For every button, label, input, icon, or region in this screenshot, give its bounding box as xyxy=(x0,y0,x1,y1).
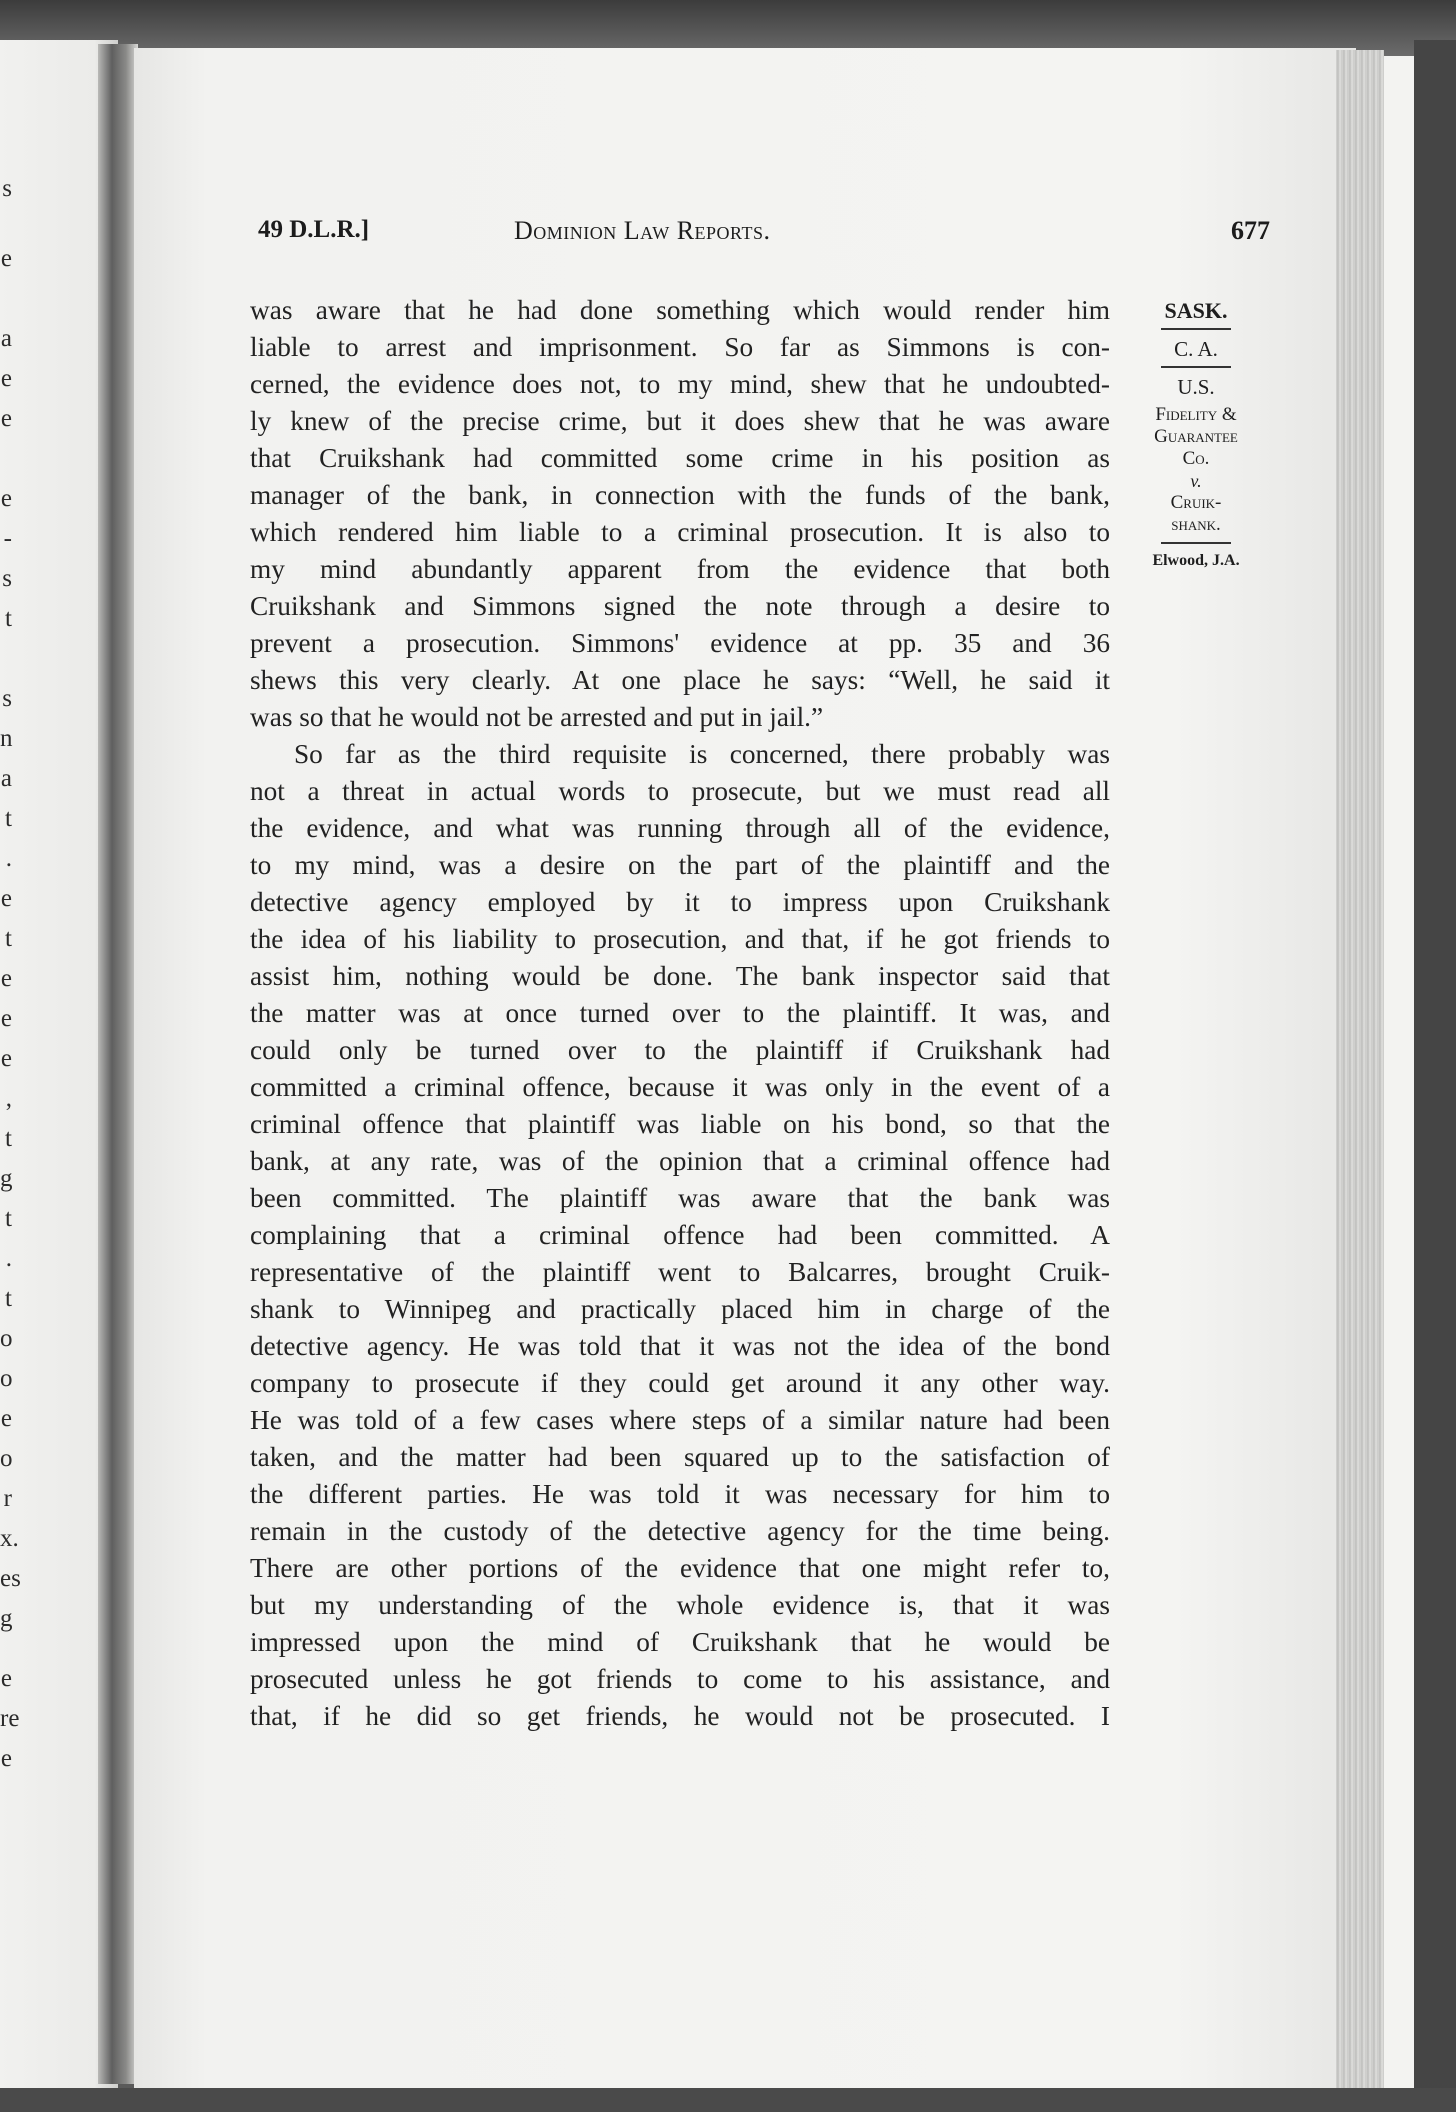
text-line: bank, at any rate, was of the opinion that a criminal offence had xyxy=(250,1146,1110,1176)
text-line: ly knew of the precise crime, but it does shew that he was aware xyxy=(250,406,1110,436)
left-page-letter: e xyxy=(0,245,12,272)
text-line: shank to Winnipeg and practically placed him in charge of the xyxy=(250,1294,1110,1324)
margin-note xyxy=(1128,298,1264,572)
text-line: taken, and the matter had been squared up to the satisfaction of xyxy=(250,1442,1110,1472)
text-line: liable to arrest and imprisonment. So far as Simmons is con- xyxy=(250,332,1110,362)
left-page-letter: e xyxy=(0,965,12,992)
versus-label: v. xyxy=(1190,471,1202,491)
left-page-letter: e xyxy=(0,1405,12,1432)
text-line: the evidence, and what was running through all of the evidence, xyxy=(250,813,1110,843)
text-line: was so that he would not be arrested and put in jail.” xyxy=(250,702,824,732)
left-page-letter: e xyxy=(0,365,12,392)
left-page-letter: a xyxy=(0,325,12,352)
left-page-letter: o xyxy=(0,1325,13,1352)
judge-name: Elwood, J.A. xyxy=(1152,552,1240,569)
scanner-bottom-border xyxy=(0,2088,1456,2112)
left-page-letter: t xyxy=(5,1125,12,1152)
divider xyxy=(1161,328,1231,330)
case-party: Cruik- xyxy=(1170,492,1222,513)
text-line: that, if he did so get friends, he would not be prosecuted. I xyxy=(250,1701,1110,1731)
journal-title: Dominion Law Reports. xyxy=(514,216,771,245)
left-page-letter: e xyxy=(0,1665,12,1692)
text-line: not a threat in actual words to prosecute, but we must read all xyxy=(250,776,1110,806)
left-page-letter: e xyxy=(0,1745,12,1772)
case-party: Guarantee xyxy=(1154,426,1238,447)
left-page-letter: e xyxy=(0,1045,12,1072)
left-page-letter: s xyxy=(2,175,12,202)
text-line: cerned, the evidence does not, to my mind, shew that he undoubted- xyxy=(250,369,1110,399)
left-page-letter: a xyxy=(0,765,12,792)
right-page-strip xyxy=(1384,56,1414,2088)
paragraph-start-line: So far as the third requisite is concerned, there probably was xyxy=(294,739,1110,769)
left-page-letter: es xyxy=(0,1565,21,1592)
left-page-letter: e xyxy=(0,405,12,432)
text-line: Cruikshank and Simmons signed the note through a desire to xyxy=(250,591,1110,621)
text-line: committed a criminal offence, because it was only in the event of a xyxy=(250,1072,1110,1102)
court-label: C. A. xyxy=(1174,337,1218,361)
left-page-letter: g xyxy=(0,1165,13,1192)
left-page-letter: s xyxy=(2,565,12,592)
text-line: remain in the custody of the detective agency for the time being. xyxy=(250,1516,1110,1546)
left-page-letter: o xyxy=(0,1445,13,1472)
text-line: the matter was at once turned over to the plaintiff. It was, and xyxy=(250,998,1110,1028)
text-line: complaining that a criminal offence had been committed. A xyxy=(250,1220,1110,1250)
left-page-letter: t xyxy=(5,805,12,832)
divider xyxy=(1161,366,1231,368)
case-party: Fidelity & xyxy=(1155,404,1237,425)
left-page-letter: . xyxy=(5,845,12,872)
text-line: representative of the plaintiff went to Balcarres, brought Cruik- xyxy=(250,1257,1110,1287)
text-line: prosecuted unless he got friends to come to his assistance, and xyxy=(250,1664,1110,1694)
volume-reference: 49 D.L.R.] xyxy=(258,216,370,243)
left-page-letter: r xyxy=(3,1485,12,1512)
left-page-letter: e xyxy=(0,1005,12,1032)
left-page-letter: o xyxy=(0,1365,13,1392)
left-page-letter: . xyxy=(5,1245,12,1272)
text-line: manager of the bank, in connection with the funds of the bank, xyxy=(250,480,1110,510)
body-text xyxy=(250,292,1110,1735)
case-party: U.S. xyxy=(1177,375,1215,399)
left-page-letter: t xyxy=(5,605,12,632)
text-line: company to prosecute if they could get around it any other way. xyxy=(250,1368,1110,1398)
case-party: shank. xyxy=(1171,514,1221,535)
text-line: could only be turned over to the plaintiff if Cruikshank had xyxy=(250,1035,1110,1065)
text-line: that Cruikshank had committed some crime in his position as xyxy=(250,443,1110,473)
text-line: detective agency employed by it to impress upon Cruikshank xyxy=(250,887,1110,917)
text-line: prevent a prosecution. Simmons' evidence at pp. 35 and 36 xyxy=(250,628,1110,658)
left-page-letter: e xyxy=(0,885,12,912)
left-page-letter: s xyxy=(2,685,12,712)
text-line: my mind abundantly apparent from the evidence that both xyxy=(250,554,1110,584)
case-party: Co. xyxy=(1182,448,1210,469)
left-page-letter: g xyxy=(0,1605,13,1632)
left-page-letter: x. xyxy=(0,1525,19,1552)
running-head xyxy=(258,216,1270,256)
text-line: He was told of a few cases where steps of a similar nature had been xyxy=(250,1405,1110,1435)
scanner-right-border xyxy=(1414,40,1456,2112)
left-page-letter: n xyxy=(0,725,13,752)
text-line: criminal offence that plaintiff was liable on his bond, so that the xyxy=(250,1109,1110,1139)
text-line: impressed upon the mind of Cruikshank that he would be xyxy=(250,1627,1110,1657)
left-page-letter: t xyxy=(5,1285,12,1312)
left-page-letter: re xyxy=(0,1705,20,1732)
text-line: which rendered him liable to a criminal prosecution. It is also to xyxy=(250,517,1110,547)
text-line: the different parties. He was told it was necessary for him to xyxy=(250,1479,1110,1509)
text-line: shews this very clearly. At one place he says: “Well, he said it xyxy=(250,665,1110,695)
text-line: There are other portions of the evidence that one might refer to, xyxy=(250,1553,1110,1583)
text-line: been committed. The plaintiff was aware that the bank was xyxy=(250,1183,1110,1213)
text-line: detective agency. He was told that it was not the idea of the bond xyxy=(250,1331,1110,1361)
text-line: assist him, nothing would be done. The bank inspector said that xyxy=(250,961,1110,991)
book-gutter xyxy=(98,44,138,2084)
province-label: SASK. xyxy=(1164,298,1228,323)
text-line: the idea of his liability to prosecution, and that, if he got friends to xyxy=(250,924,1110,954)
left-page-letter: t xyxy=(5,1205,12,1232)
page-number: 677 xyxy=(1231,216,1270,245)
left-page-letter: - xyxy=(3,525,12,552)
text-line: was aware that he had done something which would render him xyxy=(250,295,1110,325)
left-page-letter: e xyxy=(0,485,12,512)
left-page-letter: t xyxy=(5,925,12,952)
text-line: to my mind, was a desire on the part of the plaintiff and the xyxy=(250,850,1110,880)
left-page-letter: , xyxy=(5,1085,12,1112)
text-line: but my understanding of the whole evidence is, that it was xyxy=(250,1590,1110,1620)
divider xyxy=(1161,542,1231,544)
page-stack-edge xyxy=(1336,50,1384,2088)
